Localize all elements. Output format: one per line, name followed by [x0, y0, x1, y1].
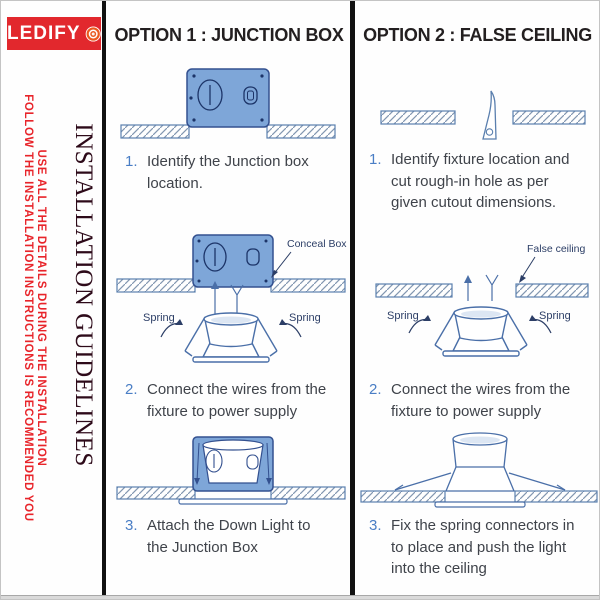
ceiling-hatch-left — [361, 491, 445, 502]
connect-wires-junctionbox-diagram — [111, 221, 351, 371]
step-line: Connect the wires from the — [147, 381, 327, 398]
ledify-logo — [7, 17, 101, 50]
option1-step3 — [125, 515, 310, 558]
ceiling-hatch-right — [271, 279, 345, 292]
sidebar-title: INSTALLATION GUIDELINES — [70, 123, 97, 467]
downlight-fixture — [185, 313, 277, 362]
ceiling-hatch-left — [121, 125, 189, 138]
fixture-body — [446, 467, 514, 491]
connect-wires-falseceiling-diagram — [359, 241, 599, 371]
ceiling-hatch-right — [515, 491, 597, 502]
spring-label-right: Spring — [539, 310, 571, 322]
option2-step1 — [369, 149, 569, 214]
trim-flange — [435, 502, 525, 507]
ceiling-hatch-right — [516, 284, 588, 297]
conceal-box-label: Conceal Box — [287, 238, 347, 250]
step-number: 3. — [369, 517, 382, 534]
ceiling-hatch-left — [117, 487, 195, 499]
trim-flange — [179, 499, 287, 504]
option1-header: OPTION 1 : JUNCTION BOX — [114, 25, 344, 45]
wire-y-split — [231, 285, 243, 317]
spring-arrow-left — [161, 324, 181, 337]
step-number: 2. — [369, 381, 382, 398]
spring-arrow-right — [281, 324, 301, 337]
sidebar-divider-line — [102, 1, 106, 595]
step-line: fixture to power supply — [391, 402, 542, 420]
step-line: location. — [147, 174, 203, 192]
step-line: Identify the Junction box — [147, 153, 309, 170]
spring-label-left: Spring — [143, 312, 175, 324]
bottom-border-strip — [1, 595, 600, 600]
step-line: Connect the wires from the — [391, 381, 571, 398]
step-number: 3. — [125, 517, 138, 534]
ceiling-hatch-right — [271, 487, 345, 499]
attach-downlight-diagram — [111, 431, 351, 511]
spring-arm-right — [509, 473, 565, 490]
option2-header: OPTION 2 : FALSE CEILING — [363, 25, 592, 45]
junction-box-location-diagram — [111, 65, 343, 149]
step-line: to place and push the light — [391, 538, 567, 556]
step-line: given cutout dimensions. — [391, 194, 557, 211]
ceiling-hatch-left — [117, 279, 195, 292]
step-number: 2. — [125, 381, 138, 398]
wire-y-split — [486, 275, 498, 301]
ceiling-hatch-right — [267, 125, 335, 138]
spring-arm-left — [395, 473, 451, 490]
spring-label-left: Spring — [387, 310, 419, 322]
ceiling-hatch-left — [381, 111, 455, 124]
option2-step3 — [369, 515, 574, 580]
option1-step2 — [125, 379, 326, 422]
pointer-arrowhead — [519, 275, 526, 283]
sidebar-warning-line-2: USE ALL THE DETAILS DURING THE INSTALLATION — [35, 149, 47, 467]
logo-text: LEDIFY — [7, 23, 81, 44]
step-line: into the ceiling — [391, 560, 487, 577]
option1-step1 — [125, 151, 309, 194]
step-number: 1. — [125, 153, 138, 170]
cutting-knife-icon — [483, 91, 496, 139]
light-installed-diagram — [359, 429, 599, 513]
step-line: the Junction Box — [147, 538, 258, 556]
ceiling-hatch-left — [376, 284, 452, 297]
ceiling-hatch-right — [513, 111, 585, 124]
step-line: Attach the Down Light to — [147, 517, 311, 534]
cutout-hole-diagram — [361, 87, 599, 149]
step-line: Fix the spring connectors in — [391, 517, 575, 534]
sidebar-warning-line-1: FOLLOW THE INSTALLATION INSTRUCTIONS IS RECOMMENDED YOU — [22, 94, 34, 522]
shutter-target-icon — [85, 23, 101, 45]
spring-label-right: Spring — [289, 312, 321, 324]
step-line: fixture to power supply — [147, 402, 298, 420]
false-ceiling-label: False ceiling — [527, 243, 586, 255]
downlight-fixture — [435, 307, 527, 356]
option2-step2 — [369, 379, 570, 422]
step-number: 1. — [369, 151, 382, 168]
step-line: cut rough-in hole as per — [391, 172, 549, 190]
step-line: Identify fixture location and — [391, 151, 570, 168]
